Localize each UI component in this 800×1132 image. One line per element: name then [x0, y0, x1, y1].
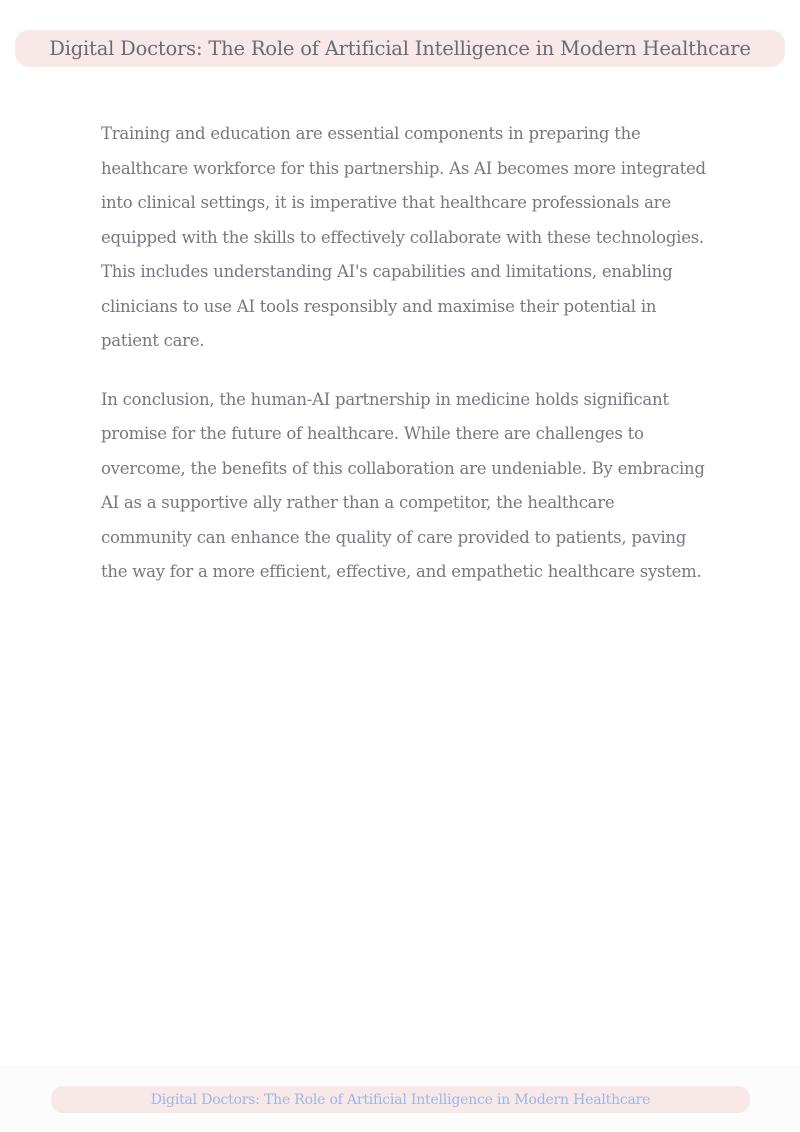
document-body: [101, 117, 709, 614]
page-header: [15, 30, 785, 67]
paragraph-training: Training and education are essential components in preparing the healthcare workforce for this partnership. As AI becomes more integrated into clinical settings, it is imperative that healthcare professionals are equipped with the skills to effectively collaborate with these technologies. This includes understanding AI's capabilities and limitations, enabling clinicians to use AI tools responsibly and maximise their potential in patient care.: [101, 124, 706, 350]
page-footer: [0, 1065, 800, 1132]
footer-banner: [51, 1086, 750, 1113]
document-title: Digital Doctors: The Role of Artificial Intelligence in Modern Healthcare: [49, 37, 751, 60]
paragraph-conclusion: In conclusion, the human-AI partnership in medicine holds significant promise for the future of healthcare. While there are challenges to overcome, the benefits of this collaboration are undeniable. By embracing AI as a supportive ally rather than a competitor, the healthcare community can enhance the quality of care provided to patients, paving the way for a more efficient, effective, and empathetic healthcare system.: [101, 389, 705, 581]
footer-title: Digital Doctors: The Role of Artificial Intelligence in Modern Healthcare: [150, 1091, 651, 1108]
